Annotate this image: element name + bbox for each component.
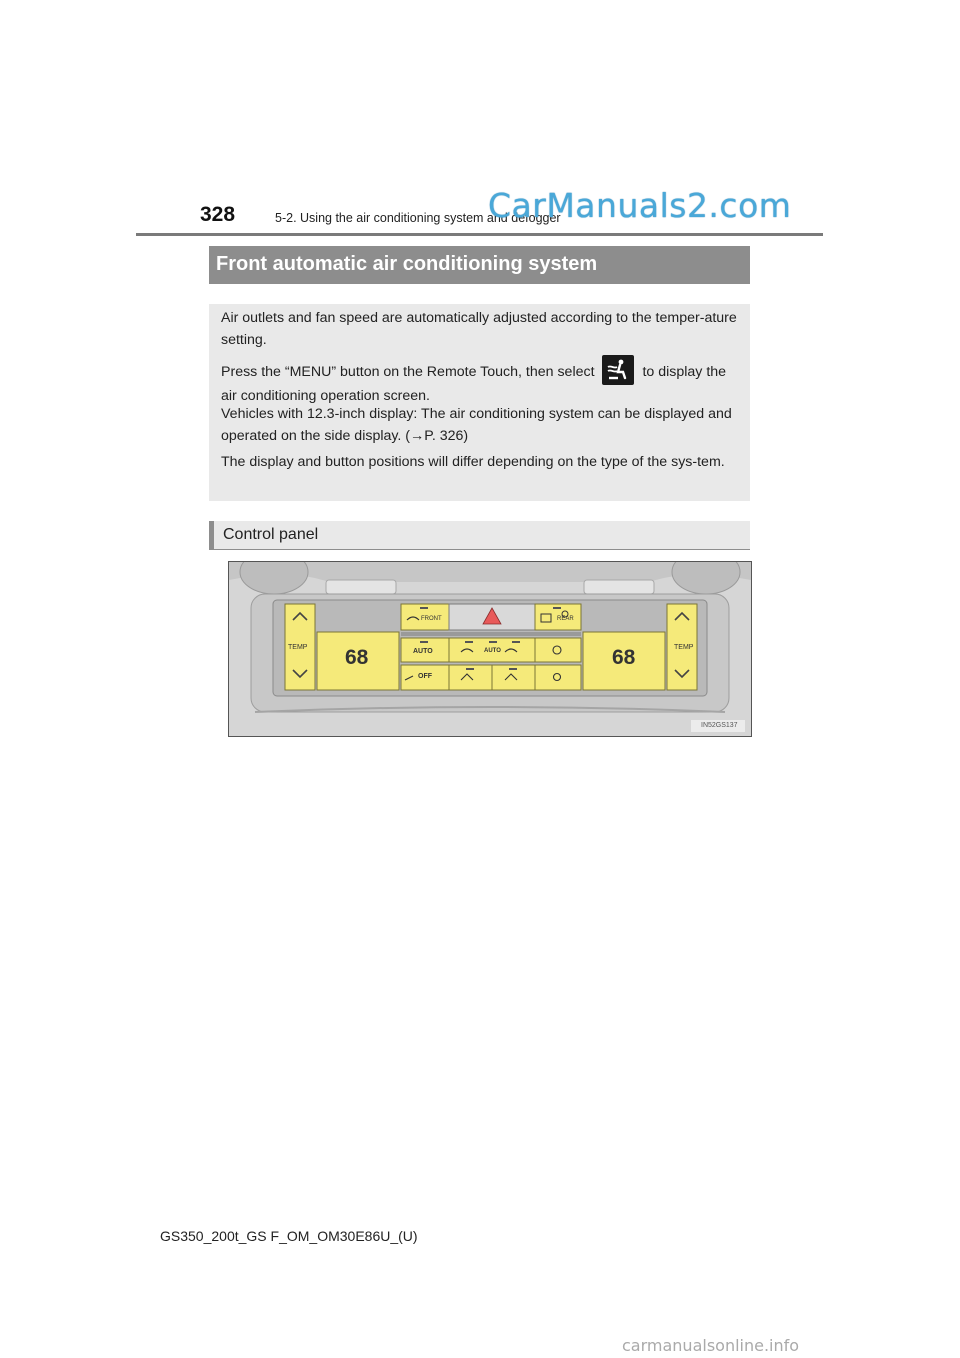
watermark-top: CarManuals2.com <box>488 186 792 225</box>
header-rule <box>136 233 823 236</box>
control-panel-heading-bar <box>209 521 750 550</box>
off-label: OFF <box>418 673 432 680</box>
intro-p2-before: Press the “MENU” button on the Remote Touch, then select <box>221 364 595 380</box>
control-panel-photo <box>228 561 752 737</box>
climate-menu-icon <box>602 355 634 385</box>
section-title-bar <box>209 246 750 284</box>
left-temp-value: 68 <box>345 646 369 669</box>
left-temp-label: TEMP <box>288 644 308 651</box>
recirc-auto-label: AUTO <box>484 648 501 654</box>
intro-paragraph-2 <box>221 355 738 407</box>
intro-box <box>209 304 750 501</box>
watermark-bottom: carmanualsonline.info <box>622 1336 800 1355</box>
intro-paragraph-3: Vehicles with 12.3-inch display: The air conditioning system can be displayed and operated on the side display. (→P. 326) <box>221 406 732 444</box>
intro-paragraph-1: Air outlets and fan speed are automatically adjusted according to the temper-ature setting. <box>221 310 737 348</box>
page-number: 328 <box>200 203 236 226</box>
section-label: 5-2. Using the air conditioning system and defogger <box>275 211 561 225</box>
control-panel-heading: Control panel <box>223 526 319 543</box>
footer-code: GS350_200t_GS F_OM_OM30E86U_(U) <box>160 1228 418 1244</box>
right-temp-label: TEMP <box>674 644 694 651</box>
image-code: IN52GS137 <box>701 722 738 729</box>
front-defog-label: FRONT <box>421 616 442 622</box>
auto-label: AUTO <box>413 648 433 655</box>
right-temp-value: 68 <box>612 646 636 669</box>
section-title: Front automatic air conditioning system <box>216 253 598 275</box>
rear-defog-label: REAR <box>557 616 574 622</box>
intro-p2-after: to display the air conditioning operation screen. <box>221 364 727 404</box>
intro-paragraph-4: The display and button positions will differ depending on the type of the sys-tem. <box>221 454 725 470</box>
